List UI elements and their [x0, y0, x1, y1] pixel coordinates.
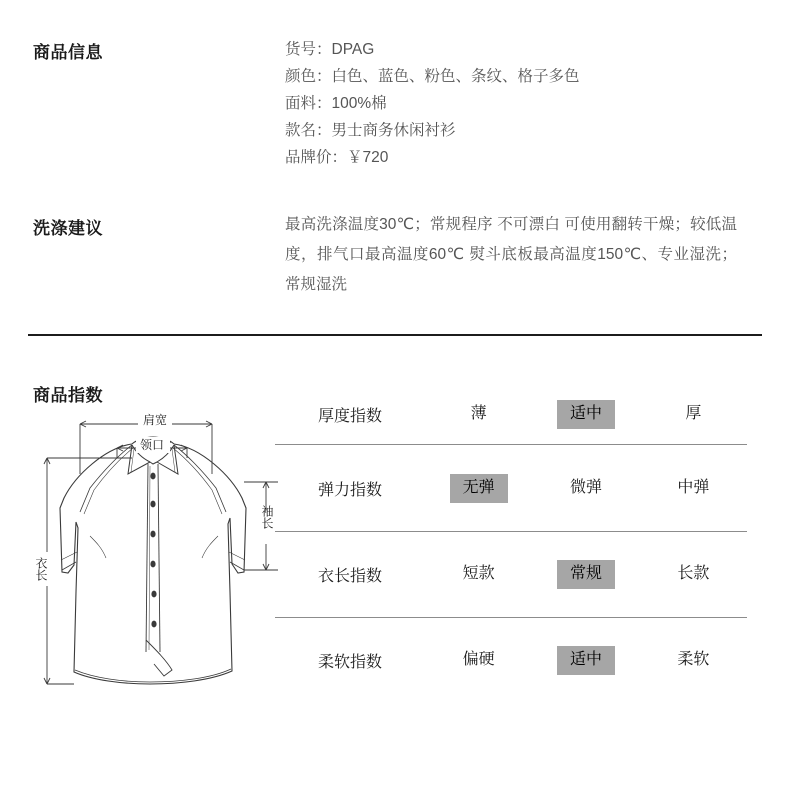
product-info-list: [285, 36, 755, 171]
diagram-label-garment-length: 衣长: [34, 557, 48, 581]
index-option-label: 偏硬: [462, 651, 495, 668]
table-row: [275, 445, 747, 532]
index-option-label: 微弹: [569, 478, 602, 496]
diagram-label-sleeve-length: 袖长: [260, 505, 274, 529]
section-divider: [28, 334, 762, 336]
index-option-selected[interactable]: [532, 646, 639, 675]
table-row: [275, 618, 747, 703]
product-info-item-style-name: 款名：男士商务休闲衬衫: [285, 122, 456, 139]
product-info-heading: 商品信息: [33, 43, 103, 62]
product-info-item-brand-price: 品牌价：￥720: [285, 149, 389, 166]
index-option-label: 柔软: [677, 651, 710, 668]
index-option-label: 无弹: [450, 474, 508, 503]
product-index-table: [275, 385, 747, 703]
index-option[interactable]: [425, 646, 532, 675]
product-info-item-color: 颜色：白色、蓝色、粉色、条纹、格子多色: [285, 68, 580, 85]
index-option[interactable]: [425, 400, 532, 429]
index-option-label: 适中: [557, 646, 615, 675]
index-row-label: 衣长指数: [317, 568, 382, 585]
index-option[interactable]: [425, 560, 532, 589]
index-row-label: 厚度指数: [317, 408, 382, 425]
index-option[interactable]: [640, 474, 747, 503]
product-index-heading: 商品指数: [33, 386, 103, 405]
index-option-selected[interactable]: [532, 560, 639, 589]
index-option-selected[interactable]: [425, 474, 532, 503]
product-info-item-code: 货号：DPAG: [285, 41, 375, 58]
index-option[interactable]: [532, 474, 639, 503]
diagram-label-shoulder-width: 肩宽: [142, 413, 168, 427]
shirt-measurement-diagram: [32, 412, 284, 712]
index-option-label: 厚: [685, 405, 702, 422]
index-option-label: 中弹: [677, 478, 710, 496]
product-info-item-fabric: 面料：100%棉: [285, 95, 387, 112]
diagram-label-collar: 领口: [139, 438, 165, 452]
washing-advice-text: 最高洗涤温度30℃；常规程序 不可漂白 可使用翻转干燥；较低温度，排气口最高温度60℃ 熨斗底板最高温度150℃、专业湿洗；常规湿洗: [285, 216, 737, 293]
index-option[interactable]: [640, 400, 747, 429]
table-row: [275, 385, 747, 445]
index-row-label: 弹力指数: [317, 481, 382, 499]
washing-advice-heading: 洗涤建议: [33, 219, 103, 238]
index-option-label: 短款: [462, 565, 495, 582]
index-option-label: 长款: [677, 565, 710, 582]
index-option-selected[interactable]: [532, 400, 639, 429]
table-row: [275, 532, 747, 618]
index-option-label: 适中: [557, 400, 615, 429]
index-option-label: 薄: [470, 405, 487, 422]
index-option[interactable]: [640, 646, 747, 675]
index-option-label: 常规: [557, 560, 615, 589]
index-row-label: 柔软指数: [317, 654, 382, 671]
index-option[interactable]: [640, 560, 747, 589]
